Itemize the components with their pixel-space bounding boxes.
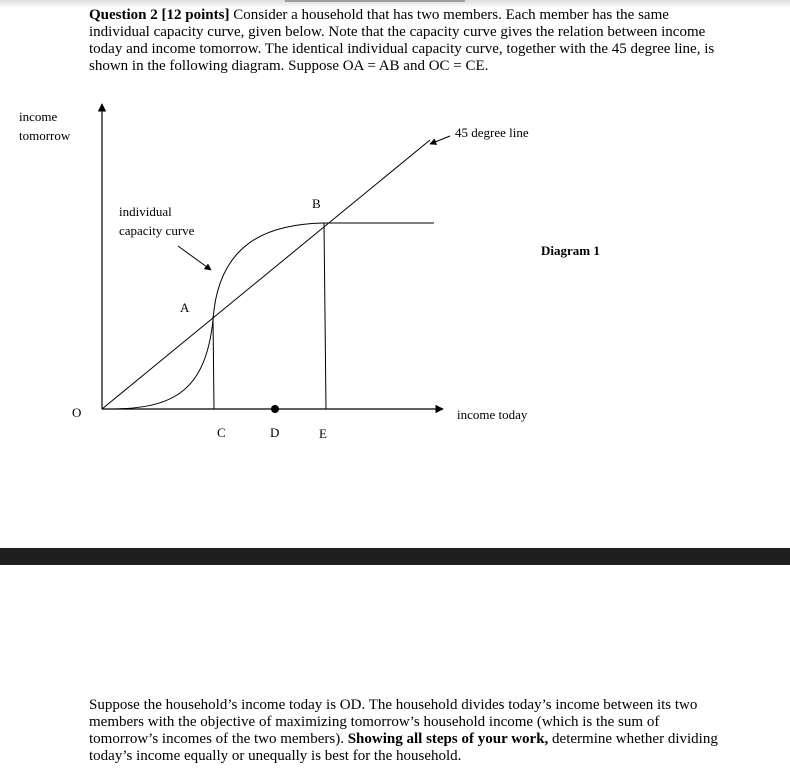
y-axis-label-line2: tomorrow (19, 128, 71, 143)
point-b-label: B (312, 196, 321, 211)
origin-label: O (72, 405, 82, 420)
point-d-label: D (270, 425, 280, 440)
45-degree-line-label: 45 degree line (455, 125, 529, 140)
task-text-after: determine whether dividing today’s income equally or unequally is best for the household. (89, 731, 718, 764)
drop-line-e (324, 223, 326, 409)
diagram-title: Diagram 1 (541, 243, 600, 258)
point-e-label: E (319, 426, 327, 441)
45-degree-line (102, 140, 430, 409)
task-paragraph (89, 697, 719, 765)
curve-label-arrow (178, 246, 211, 270)
line-label-arrow (430, 136, 450, 144)
task-text-before: Suppose the household’s income today is OD. The household divides today’s income between its two members with the objective of maximizing tomorrow’s household income (which is the sum of tomorrow’s incomes of the two members). (89, 697, 698, 747)
point-a-label: A (180, 300, 190, 315)
question-text: Consider a household that has two members. Each member has the same individual capacity curve, given below. Note that the capacity curve gives the relation between income today and income tomorrow. The identical individual capacity curve, together with the 45 degree line, is shown in the following diagram. Suppose OA = AB and OC = CE. (89, 7, 715, 74)
x-axis-label: income today (457, 407, 528, 422)
point-d-dot (271, 405, 279, 413)
capacity-curve (102, 223, 434, 409)
drop-line-c (213, 316, 214, 409)
question-number: Question 2 [12 points] (89, 7, 230, 23)
page-separator-bar (0, 548, 790, 565)
point-c-label: C (217, 425, 226, 440)
curve-label-line2: capacity curve (119, 223, 195, 238)
task-bold-instruction: Showing all steps of your work, (347, 731, 549, 747)
curve-label-line1: individual (119, 204, 172, 219)
y-axis-label-line1: income (19, 109, 58, 124)
